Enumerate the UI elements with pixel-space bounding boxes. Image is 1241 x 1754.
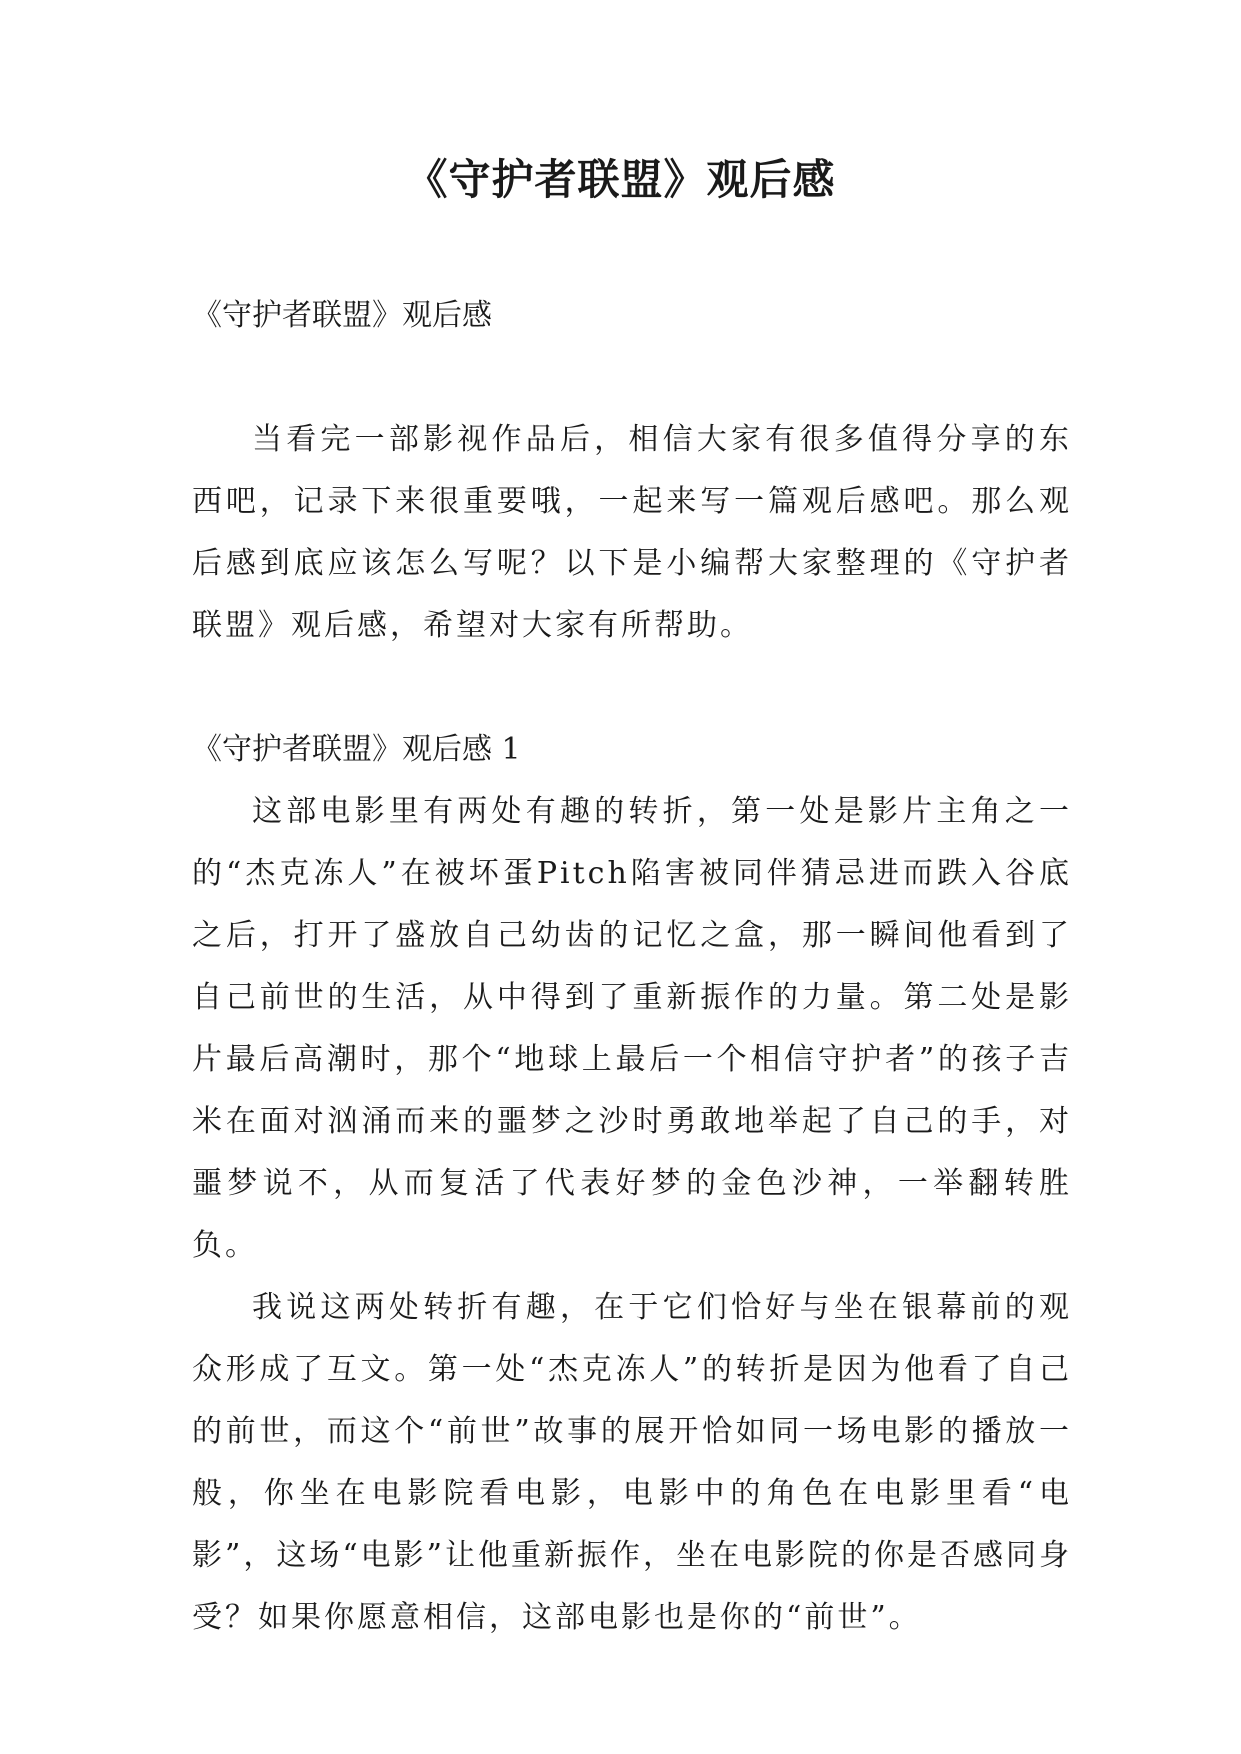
body-paragraph: 我说这两处转折有趣，在于它们恰好与坐在银幕前的观众形成了互文。第一处“杰克冻人”的转折是因为他看了自己的前世，而这个“前世”故事的展开恰如同一场电影的播放一般，你坐在电影院看电影，电影中的角色在电影里看“电影”，这场“电影”让他重新振作，坐在电影院的你是否感同身受？如果你愿意相信，这部电影也是你的“前世”。 <box>192 1290 1073 1635</box>
spacer <box>192 347 1072 409</box>
document-title: 《守护者联盟》观后感 <box>405 155 836 204</box>
intro-paragraph: 当看完一部影视作品后，相信大家有很多值得分享的东西吧，记录下来很重要哦，一起来写一篇观后感吧。那么观后感到底应该怎么写呢？以下是小编帮大家整理的《守护者联盟》观后感，希望对大家有所帮助。 <box>192 422 1072 643</box>
document-body <box>192 285 1072 1649</box>
body-paragraph: 这部电影里有两处有趣的转折，第一处是影片主角之一的“杰克冻人”在被坏蛋Pitch陷害被同伴猜忌进而跌入谷底之后，打开了盛放自己幼齿的记忆之盒，那一瞬间他看到了自己前世的生活，从中得到了重新振作的力量。第二处是影片最后高潮时，那个“地球上最后一个相信守护者”的孩子吉米在面对汹涌而来的噩梦之沙时勇敢地举起了自己的手，对噩梦说不，从而复活了代表好梦的金色沙神，一举翻转胜负。 <box>192 794 1072 1263</box>
document-subtitle: 《守护者联盟》观后感 <box>192 298 492 333</box>
spacer <box>192 657 1072 719</box>
section-heading: 《守护者联盟》观后感 1 <box>192 732 521 767</box>
